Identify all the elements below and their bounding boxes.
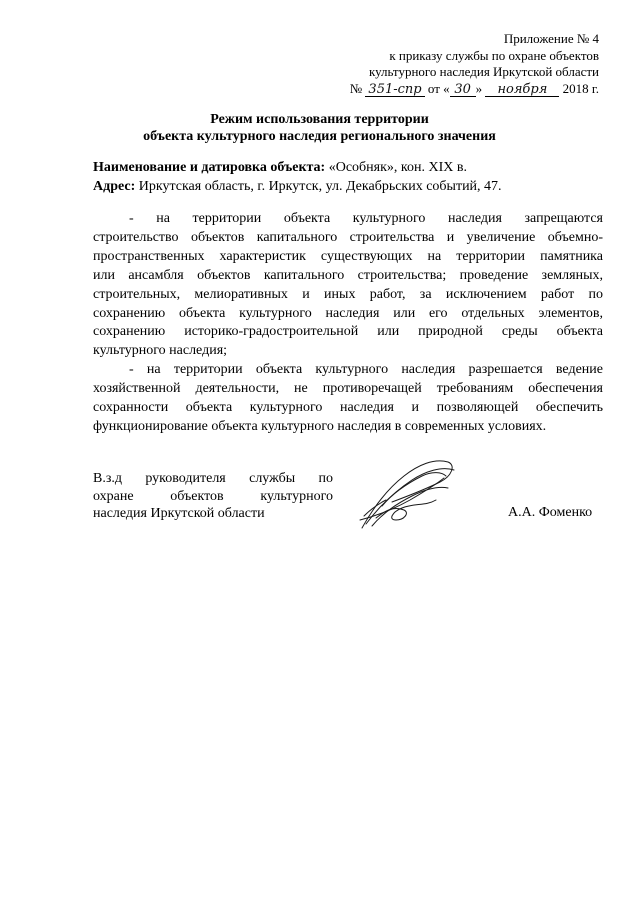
object-name-line [93, 158, 603, 177]
order-month-handwritten: ноября [485, 84, 559, 97]
object-name-value: «Особняк», кон. XIX в. [325, 160, 467, 175]
paragraph-line: - на территории объекта культурного наследия разрешается ведение [129, 362, 603, 378]
paragraph-line: сохранению историко-градостроительной или природной среды объекта [93, 324, 603, 340]
signer-name: А.А. Фоменко [508, 505, 593, 520]
paragraph-line: сохранению объекта культурного наследия или его отдельных элементов, [93, 305, 603, 321]
prohibitions-paragraph [93, 210, 603, 361]
order-year: 2018 г. [562, 80, 599, 96]
order-date-from: от « [427, 80, 450, 96]
regime-text [93, 210, 603, 437]
position-line: В.з.д руководителя службы по [93, 471, 333, 486]
title-line-2: объекта культурного наследия регионального значения [143, 129, 496, 144]
order-date-quote: » [475, 80, 483, 96]
paragraph-line: культурного наследия; [93, 343, 228, 359]
permissions-paragraph [93, 361, 603, 437]
paragraph-line: - на территории объекта культурного наследия запрещаются [129, 211, 603, 226]
appendix-header [309, 31, 599, 97]
paragraph-line: сохранности объекта культурного наследия и позволяющей обеспечить [93, 400, 603, 416]
appendix-order-ref: к приказу службы по охране объектов [389, 47, 599, 63]
order-day-handwritten: 30 [450, 84, 476, 97]
object-info [93, 158, 603, 196]
object-address-value: Иркутская область, г. Иркутск, ул. Декабрьских событий, 47. [135, 179, 502, 194]
order-number-handwritten: 351-спр [365, 84, 424, 97]
appendix-order-number-date [309, 81, 599, 98]
handwritten-signature [352, 450, 462, 530]
paragraph-line: хозяйственной деятельности, не противоречащей требованиям обеспечения [93, 381, 603, 397]
position-line: охране объектов культурного [93, 488, 333, 504]
title-line-1: Режим использования территории [210, 112, 429, 127]
paragraph-line: функционирование объекта культурного наследия в современных условиях. [93, 418, 547, 434]
paragraph-line: пространственных характеристик существующих на территории памятника [93, 248, 603, 264]
appendix-number: Приложение № 4 [503, 31, 599, 46]
object-name-label: Наименование и датировка объекта: [93, 160, 326, 175]
order-number-prefix: № [349, 80, 363, 96]
document-title [0, 111, 639, 145]
paragraph-line: строительство объектов капитального строительства и увеличение объемно- [93, 229, 603, 245]
paragraph-line: или ансамбля объектов капитального строительства; проведение земляных, [93, 267, 603, 283]
object-address-label: Адрес: [93, 179, 136, 194]
signatory-position [93, 470, 333, 523]
paragraph-line: строительных, мелиоративных и иных работ, за исключением работ по [93, 286, 603, 302]
object-address-line [93, 177, 603, 196]
position-line: наследия Иркутской области [93, 506, 265, 521]
appendix-authority: культурного наследия Иркутской области [368, 64, 599, 79]
